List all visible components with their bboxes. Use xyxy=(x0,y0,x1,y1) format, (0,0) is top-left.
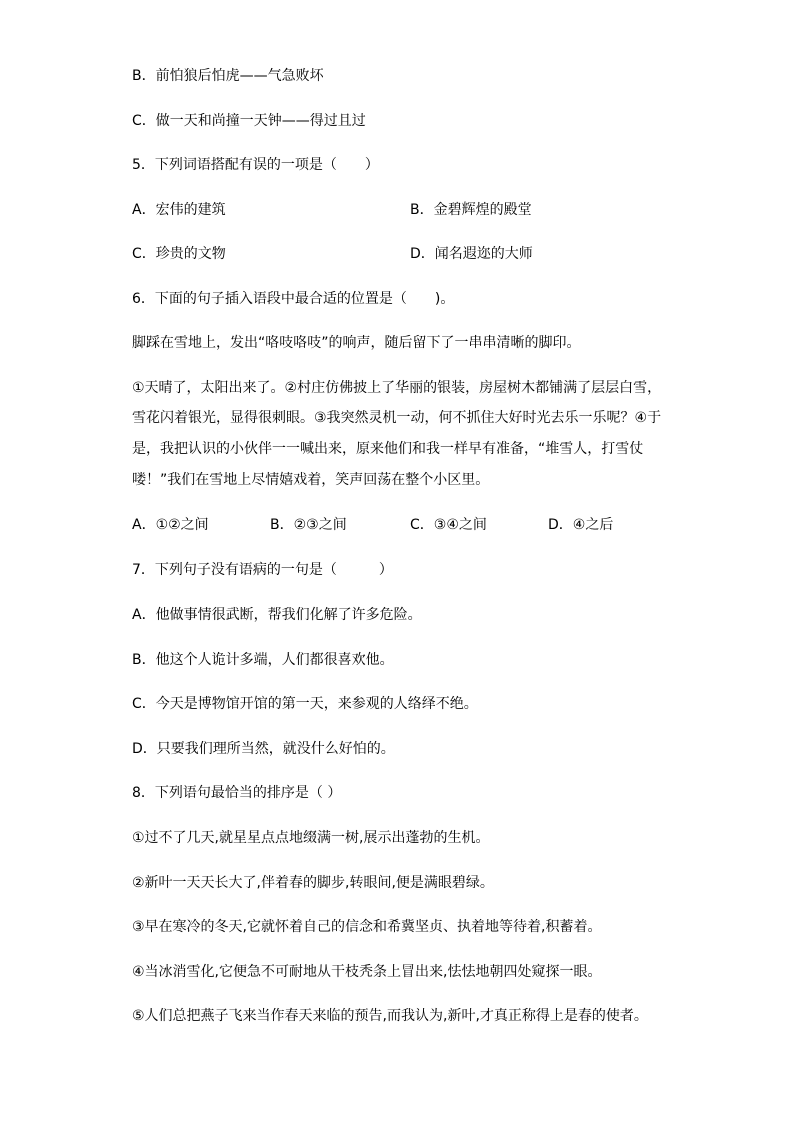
q7-option-b: B．他这个人诡计多端，人们都很喜欢他。 xyxy=(132,652,394,668)
q8-item: ②新叶一天天长大了,伴着春的脚步,转眼间,便是满眼碧绿。 xyxy=(132,875,494,891)
q6-option-b: B．②③之间 xyxy=(270,517,347,533)
q8-item: ⑤人们总把燕子飞来当作春天来临的预告,而我认为,新叶,才真正称得上是春的使者。 xyxy=(132,1008,648,1024)
q5-option-c: C．珍贵的文物 xyxy=(132,246,226,262)
q7-stem: 7．下列句子没有语病的一句是（ ） xyxy=(132,562,393,578)
q5-option-d: D．闻名遐迩的大师 xyxy=(410,246,533,262)
q8-item: ④当冰消雪化,它便急不可耐地从干枝秃条上冒出来,怯怯地朝四处窥探一眼。 xyxy=(132,964,602,980)
q6-option-a: A．①②之间 xyxy=(132,517,209,533)
q5-stem: 5．下列词语搭配有误的一项是（ ） xyxy=(132,157,379,173)
q7-option-c: C．今天是博物馆开馆的第一天，来参观的人络绎不绝。 xyxy=(132,696,478,712)
q6-stem: 6．下面的句子插入语段中最合适的位置是（ )。 xyxy=(132,291,455,307)
q7-option-a: A．他做事情很武断，帮我们化解了许多危险。 xyxy=(132,607,422,623)
q8-item: ①过不了几天,就星星点点地缀满一树,展示出蓬勃的生机。 xyxy=(132,830,490,846)
q6-sentence: 脚踩在雪地上，发出“咯吱咯吱”的响声，随后留下了一串串清晰的脚印。 xyxy=(132,335,581,351)
q8-item: ③早在寒冷的冬天,它就怀着自己的信念和希冀坚贞、执着地等待着,积蓄着。 xyxy=(132,919,602,935)
q6-passage-line: 雪花闪着银光，显得很刺眼。③我突然灵机一动，何不抓住大好时光去乐一乐呢？④于 xyxy=(132,410,662,426)
q6-option-d: D．④之后 xyxy=(548,517,614,533)
q5-option-b: B．金碧辉煌的殿堂 xyxy=(410,202,532,218)
q8-stem: 8．下列语句最恰当的排序是（ ） xyxy=(132,785,342,801)
q4-option-b: B．前怕狼后怕虎——气急败坏 xyxy=(132,68,324,84)
q7-option-d: D．只要我们理所当然，就没什么好怕的。 xyxy=(132,741,395,757)
q4-option-c: C．做一天和尚撞一天钟——得过且过 xyxy=(132,113,366,129)
q5-option-a: A．宏伟的建筑 xyxy=(132,202,226,218)
q6-passage-line: 是，我把认识的小伙伴一一喊出来，原来他们和我一样早有准备，“堆雪人，打雪仗 xyxy=(132,441,644,457)
q6-option-c: C．③④之间 xyxy=(410,517,487,533)
q6-passage-line: ①天晴了，太阳出来了。②村庄仿佛披上了华丽的银装，房屋树木都铺满了层层白雪， xyxy=(132,380,662,396)
q6-passage-line: 喽！”我们在雪地上尽情嬉戏着，笑声回荡在整个小区里。 xyxy=(132,472,490,488)
